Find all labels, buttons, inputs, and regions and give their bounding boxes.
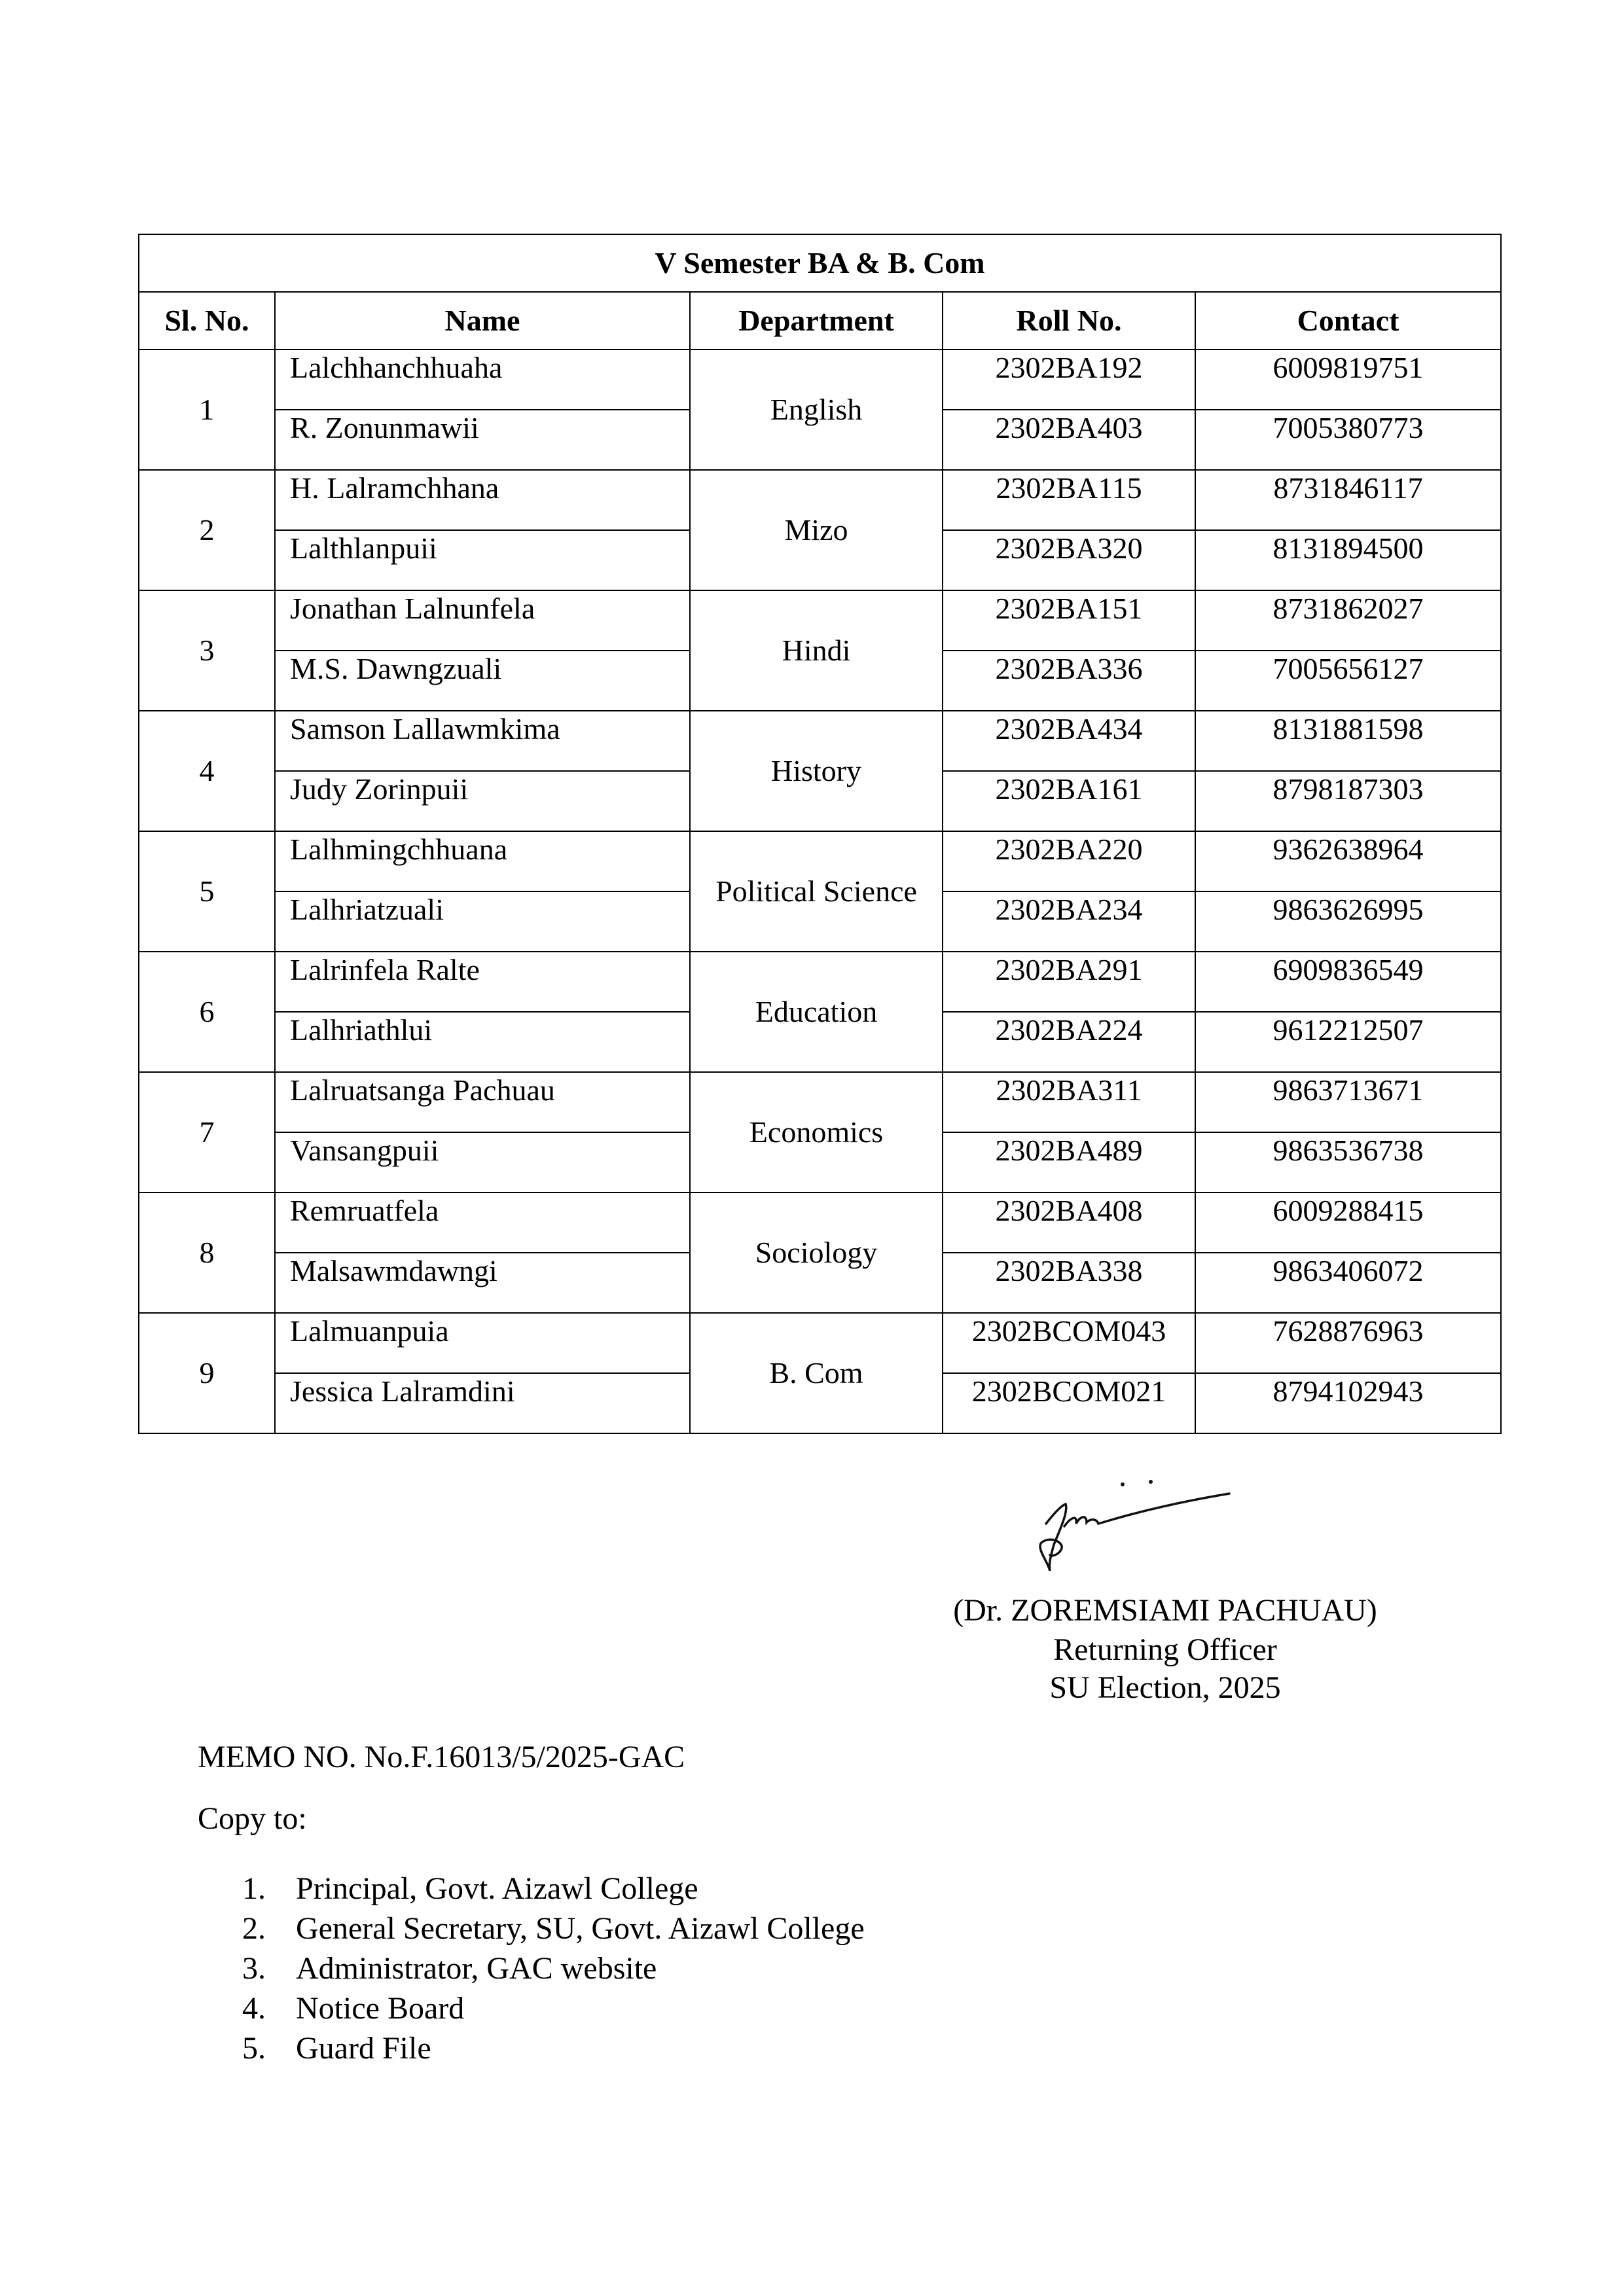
list-item-text: Administrator, GAC website (296, 1951, 657, 1986)
copy-to-list (242, 1869, 865, 2068)
roll-no-cell: 2302BA151 (943, 590, 1195, 651)
contact-cell: 9612212507 (1195, 1012, 1501, 1072)
table-row (139, 711, 1501, 771)
contact-cell: 6009288415 (1195, 1193, 1501, 1253)
department-cell: B. Com (690, 1313, 943, 1433)
list-item (242, 1988, 865, 2028)
roll-no-cell: 2302BCOM043 (943, 1313, 1195, 1373)
roll-no-cell: 2302BA291 (943, 952, 1195, 1012)
contact-cell: 9362638964 (1195, 831, 1501, 891)
roll-no-cell: 2302BCOM021 (943, 1373, 1195, 1433)
list-item (242, 1948, 865, 1988)
table-row (139, 1193, 1501, 1253)
contact-cell: 8731846117 (1195, 470, 1501, 530)
department-cell: Mizo (690, 470, 943, 590)
name-cell: H. Lalramchhana (275, 470, 690, 530)
name-cell: Lalhriatzuali (275, 891, 690, 952)
department-cell: Education (690, 952, 943, 1072)
name-cell: R. Zonunmawii (275, 410, 690, 470)
name-cell: Jessica Lalramdini (275, 1373, 690, 1433)
name-cell: Malsawmdawngi (275, 1253, 690, 1313)
sl-no-cell: 4 (139, 711, 275, 831)
department-cell: Political Science (690, 831, 943, 952)
sl-no-cell: 6 (139, 952, 275, 1072)
list-item-text: Principal, Govt. Aizawl College (296, 1871, 698, 1906)
department-cell: English (690, 350, 943, 470)
roll-no-cell: 2302BA338 (943, 1253, 1195, 1313)
list-item-text: Notice Board (296, 1991, 465, 2026)
roll-no-cell: 2302BA408 (943, 1193, 1195, 1253)
department-cell: Hindi (690, 590, 943, 711)
list-item-number: 2. (242, 1911, 266, 1946)
contact-cell: 9863536738 (1195, 1132, 1501, 1193)
list-item-number: 3. (242, 1951, 266, 1986)
name-cell: Samson Lallawmkima (275, 711, 690, 771)
table-row (139, 350, 1501, 410)
list-item (242, 2028, 865, 2068)
candidates-table (138, 234, 1502, 1434)
table-row (139, 590, 1501, 651)
name-cell: Lalhmingchhuana (275, 831, 690, 891)
contact-cell: 7628876963 (1195, 1313, 1501, 1373)
list-item-text: Guard File (296, 2031, 431, 2066)
table-title: V Semester BA & B. Com (139, 234, 1501, 292)
roll-no-cell: 2302BA161 (943, 771, 1195, 831)
name-cell: Lalruatsanga Pachuau (275, 1072, 690, 1132)
table-row (139, 1072, 1501, 1132)
table-title-row (139, 234, 1501, 292)
department-cell: History (690, 711, 943, 831)
contact-cell: 9863626995 (1195, 891, 1501, 952)
contact-cell: 8798187303 (1195, 771, 1501, 831)
roll-no-cell: 2302BA336 (943, 651, 1195, 711)
header-sl-no: Sl. No. (139, 292, 275, 350)
contact-cell: 8131881598 (1195, 711, 1501, 771)
table-header-row (139, 292, 1501, 350)
sl-no-cell: 7 (139, 1072, 275, 1193)
signature-image (1021, 1466, 1237, 1590)
memo-number: MEMO NO. No.F.16013/5/2025-GAC (198, 1740, 685, 1774)
roll-no-cell: 2302BA434 (943, 711, 1195, 771)
name-cell: Lalhriathlui (275, 1012, 690, 1072)
name-cell: Remruatfela (275, 1193, 690, 1253)
name-cell: Lalrinfela Ralte (275, 952, 690, 1012)
signatory-event: SU Election, 2025 (1049, 1670, 1281, 1705)
list-item (242, 1869, 865, 1909)
name-cell: Jonathan Lalnunfela (275, 590, 690, 651)
header-name: Name (275, 292, 690, 350)
sl-no-cell: 1 (139, 350, 275, 470)
table-row (139, 952, 1501, 1012)
sl-no-cell: 2 (139, 470, 275, 590)
name-cell: Vansangpuii (275, 1132, 690, 1193)
list-item-text: General Secretary, SU, Govt. Aizawl College (296, 1911, 865, 1946)
roll-no-cell: 2302BA224 (943, 1012, 1195, 1072)
copy-to-label: Copy to: (198, 1801, 307, 1836)
sl-no-cell: 5 (139, 831, 275, 952)
name-cell: Lalmuanpuia (275, 1313, 690, 1373)
contact-cell: 8794102943 (1195, 1373, 1501, 1433)
contact-cell: 7005380773 (1195, 410, 1501, 470)
roll-no-cell: 2302BA234 (943, 891, 1195, 952)
header-department: Department (690, 292, 943, 350)
table-row (139, 470, 1501, 530)
department-cell: Economics (690, 1072, 943, 1193)
roll-no-cell: 2302BA489 (943, 1132, 1195, 1193)
roll-no-cell: 2302BA311 (943, 1072, 1195, 1132)
roll-no-cell: 2302BA192 (943, 350, 1195, 410)
header-contact: Contact (1195, 292, 1501, 350)
name-cell: Judy Zorinpuii (275, 771, 690, 831)
name-cell: Lalchhanchhuaha (275, 350, 690, 410)
sl-no-cell: 8 (139, 1193, 275, 1313)
name-cell: Lalthlanpuii (275, 530, 690, 590)
sl-no-cell: 3 (139, 590, 275, 711)
signatory-name: (Dr. ZOREMSIAMI PACHUAU) (953, 1593, 1377, 1628)
list-item-number: 4. (242, 1991, 266, 2026)
contact-cell: 9863406072 (1195, 1253, 1501, 1313)
contact-cell: 6009819751 (1195, 350, 1501, 410)
roll-no-cell: 2302BA115 (943, 470, 1195, 530)
roll-no-cell: 2302BA220 (943, 831, 1195, 891)
roll-no-cell: 2302BA320 (943, 530, 1195, 590)
contact-cell: 7005656127 (1195, 651, 1501, 711)
sl-no-cell: 9 (139, 1313, 275, 1433)
list-item-number: 5. (242, 2031, 266, 2066)
signatory-designation: Returning Officer (1053, 1632, 1277, 1667)
table-row (139, 831, 1501, 891)
roll-no-cell: 2302BA403 (943, 410, 1195, 470)
name-cell: M.S. Dawngzuali (275, 651, 690, 711)
list-item (242, 1909, 865, 1948)
department-cell: Sociology (690, 1193, 943, 1313)
contact-cell: 8731862027 (1195, 590, 1501, 651)
table-row (139, 1313, 1501, 1373)
contact-cell: 9863713671 (1195, 1072, 1501, 1132)
header-roll-no: Roll No. (943, 292, 1195, 350)
contact-cell: 8131894500 (1195, 530, 1501, 590)
contact-cell: 6909836549 (1195, 952, 1501, 1012)
table-body (139, 350, 1501, 1433)
list-item-number: 1. (242, 1871, 266, 1906)
